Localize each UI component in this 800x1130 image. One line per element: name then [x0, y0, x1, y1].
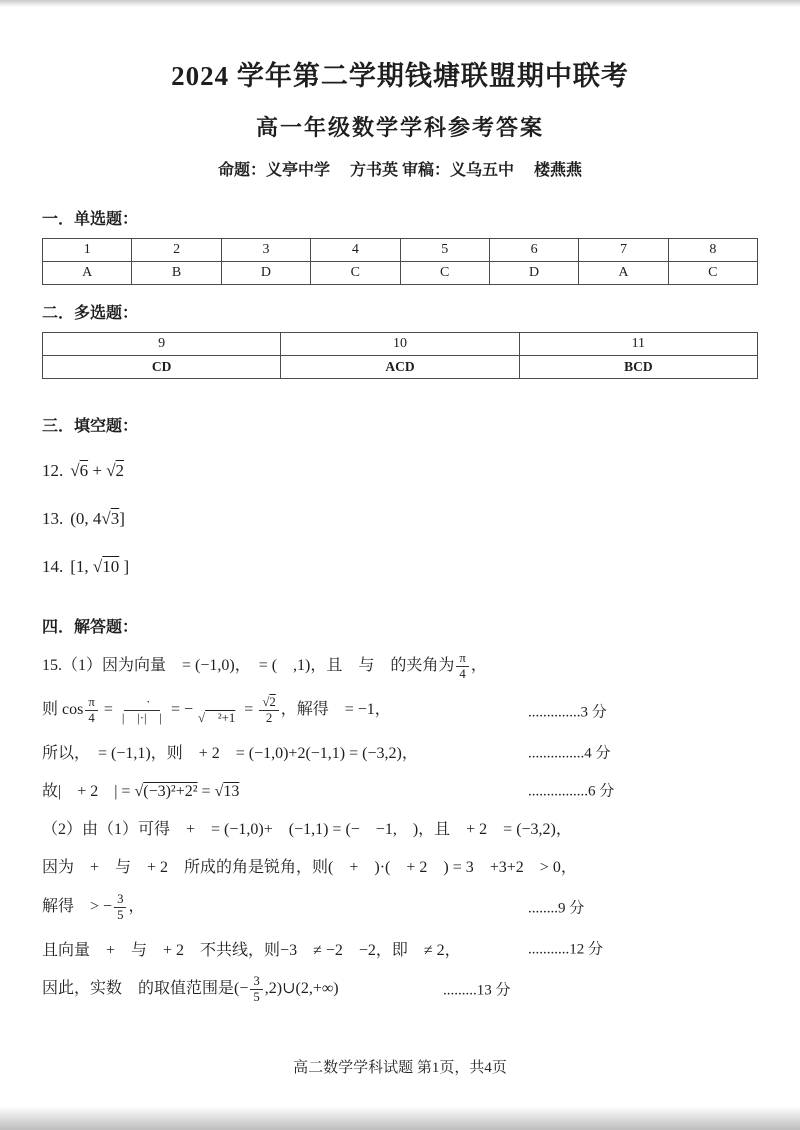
item-answer: (0, 4√3] [70, 508, 125, 528]
answer-cell: B [132, 262, 221, 285]
solution-text: 且向量 + 与 + 2 不共线，则−3 ≠ −2 −2，即 ≠ 2， [42, 941, 461, 959]
solution-text: 15.（1）因为向量 = (−1,0)， = ( ,1)，且 与 的夹角为 $\frac{\pi}{4}$ ， [42, 651, 487, 681]
item-answer: √6 + √2 [70, 460, 125, 480]
score-marker: .........13 分 [443, 982, 511, 999]
solution-text: 则 cos $\frac{\pi}{4}$ = $\frac{\cdot}{| |\cdot| |}$ = − √ ²+1 = $\frac{√2}{2}$ ，解得 = −1， [42, 695, 391, 726]
answer-row [43, 262, 758, 285]
solution-line [42, 651, 758, 681]
solution-line [42, 854, 758, 878]
answer-cell: A [579, 262, 668, 285]
score-marker: ................6 分 [528, 783, 615, 800]
question-number-cell: 6 [489, 239, 578, 262]
multi-choice-answer-table [42, 332, 758, 379]
page-title: 2024 学年第二学期钱塘联盟期中联考 [171, 61, 629, 91]
answer-cell: ACD [281, 356, 519, 379]
item-answer: [1, √10 ] [70, 556, 130, 576]
single-choice-answer-table [42, 238, 758, 285]
answer-row [43, 356, 758, 379]
answer-cell: A [43, 262, 132, 285]
answer-cell: D [221, 262, 310, 285]
page-footer: 高二数学学科试题 第1页，共4页 [293, 1060, 507, 1076]
answer-cell: D [489, 262, 578, 285]
fill-blank-item-12 [42, 457, 758, 484]
scan-edge-bottom [0, 1106, 800, 1130]
solution-line [42, 892, 758, 922]
section-heading-single-choice: 一．单选题： [42, 211, 139, 228]
item-number: 12. [42, 460, 64, 480]
score-marker: ..............3 分 [528, 704, 607, 721]
section-heading-fill-blank: 三．填空题： [42, 418, 139, 435]
question-number-cell: 5 [400, 239, 489, 262]
solution-line [42, 778, 758, 802]
answer-cell: C [311, 262, 400, 285]
solution-line [42, 816, 758, 840]
solution-text: 所以， = (−1,1)，则 + 2 = (−1,0)+2(−1,1) = (−3,2)， [42, 745, 418, 763]
solution-text: 因为 + 与 + 2 所成的角是锐角，则( + )·( + 2 ) = 3 +3+2 > 0， [42, 859, 577, 877]
question-number-cell: 8 [668, 239, 757, 262]
question-number-cell: 1 [43, 239, 132, 262]
section-heading-solution: 四．解答题： [42, 619, 139, 636]
answer-cell: BCD [519, 356, 757, 379]
question-number-cell: 7 [579, 239, 668, 262]
answer-cell: CD [43, 356, 281, 379]
score-marker: ...............4 分 [528, 745, 611, 762]
solution-line [42, 740, 758, 764]
byline: 命题：义亭中学 方书英 审稿：义乌五中 楼燕燕 [217, 162, 582, 179]
answer-cell: C [400, 262, 489, 285]
question-number-cell: 4 [311, 239, 400, 262]
fill-blank-item-13 [42, 505, 758, 532]
solution-text: 因此，实数 的取值范围是(− $\frac{3}{5}$ ,2)∪(2,+∞) [42, 974, 339, 1004]
question-number-cell: 11 [519, 333, 757, 356]
question-number-cell: 9 [43, 333, 281, 356]
section-heading-multi-choice: 二．多选题： [42, 305, 139, 322]
score-marker: ........9 分 [528, 900, 585, 917]
solution-line [42, 936, 758, 960]
question-number-row [43, 333, 758, 356]
solution-text: （2）由（1）可得 + = (−1,0)+ (−1,1) = (− −1, )，且 + 2 = (−3,2)， [42, 821, 572, 839]
question-number-cell: 3 [221, 239, 310, 262]
solution-line [42, 974, 758, 1004]
solution-text: 解得 > − $\frac{3}{5}$ ， [42, 891, 145, 922]
question-number-cell: 2 [132, 239, 221, 262]
solution-line [42, 695, 758, 725]
score-marker: ...........12 分 [528, 941, 604, 958]
fill-blank-item-14 [42, 553, 758, 580]
answer-cell: C [668, 262, 757, 285]
scan-edge-top [0, 0, 800, 7]
page-subtitle: 高一年级数学学科参考答案 [255, 115, 544, 140]
item-number: 14. [42, 556, 64, 576]
item-number: 13. [42, 508, 64, 528]
solution-text: 故| + 2 | = √(−3)²+2² = √13 [42, 783, 240, 801]
question-number-row [43, 239, 758, 262]
question-number-cell: 10 [281, 333, 519, 356]
